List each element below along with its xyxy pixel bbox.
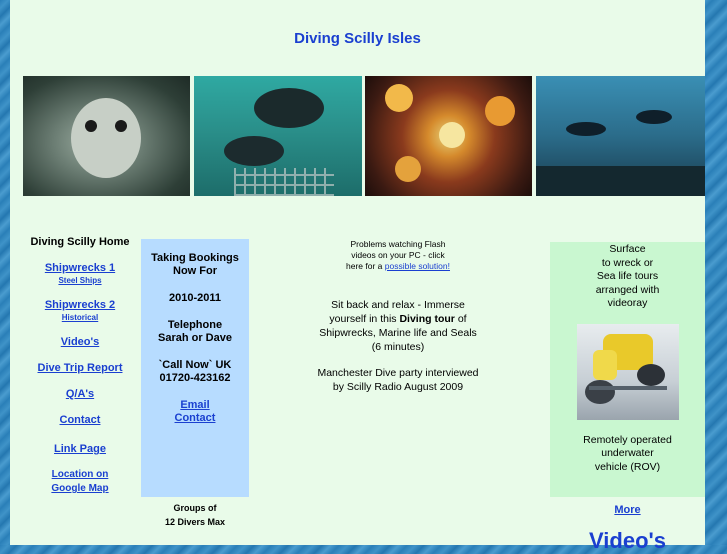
flash-line-1: Problems watching Flash bbox=[350, 239, 446, 249]
wreck-divers-photo bbox=[536, 76, 705, 196]
rov-line-1: Surface bbox=[609, 243, 646, 255]
nav-steel-ships-link[interactable]: Steel Ships bbox=[58, 276, 102, 285]
booking-email-line-2: Contact bbox=[174, 412, 216, 424]
nav-location-line-2: Google Map bbox=[51, 483, 109, 494]
booking-email-contact-link[interactable] bbox=[141, 399, 249, 425]
nav-location-line-1: Location on bbox=[51, 469, 109, 480]
rov-line-4: arranged with bbox=[595, 283, 660, 296]
groups-line-1: Groups of bbox=[173, 503, 217, 513]
flash-line-2: videos on your PC - click bbox=[351, 250, 445, 260]
booking-phone-number: 01720-423162 bbox=[159, 372, 231, 384]
groups-line-2: 12 Divers Max bbox=[164, 517, 226, 527]
rov-caption-3: vehicle (ROV) bbox=[594, 460, 661, 473]
rov-line-2: to wreck or bbox=[601, 256, 654, 269]
possible-solution-link[interactable]: possible solution! bbox=[384, 261, 450, 271]
seal-photo bbox=[23, 76, 190, 196]
rov-photo bbox=[577, 324, 679, 420]
booking-call-now: `Call Now` UK bbox=[158, 359, 232, 371]
booking-line-1: Taking Bookings bbox=[151, 252, 239, 264]
booking-telephone-label: Telephone bbox=[167, 319, 223, 331]
center-content bbox=[258, 239, 538, 394]
nav-link-page-link[interactable]: Link Page bbox=[54, 443, 106, 455]
rov-caption-2: underwater bbox=[601, 447, 654, 459]
nav-shipwrecks-1-link[interactable]: Shipwrecks 1 bbox=[44, 262, 116, 274]
manchester-line-1: Manchester Dive party interviewed bbox=[317, 367, 479, 379]
divers-photo bbox=[194, 76, 362, 196]
flash-line-3: here for a bbox=[346, 261, 383, 271]
relax-line-1: Sit back and relax - Immerse bbox=[331, 299, 465, 311]
booking-panel bbox=[141, 239, 249, 497]
rov-tours-panel bbox=[550, 242, 705, 497]
page-container bbox=[10, 0, 705, 553]
relax-line-2a: yourself in this bbox=[329, 313, 397, 325]
flash-help-note bbox=[258, 239, 538, 272]
left-navigation bbox=[20, 236, 140, 496]
nav-qa-link[interactable]: Q/A's bbox=[65, 388, 95, 400]
diving-tour-intro bbox=[258, 298, 538, 354]
manchester-line-2: by Scilly Radio August 2009 bbox=[332, 381, 464, 393]
radio-interview-note bbox=[258, 366, 538, 394]
nav-historical-link[interactable]: Historical bbox=[61, 313, 99, 322]
diving-tour-emphasis: Diving tour bbox=[399, 313, 455, 325]
booking-years: 2010-2011 bbox=[169, 292, 221, 304]
nav-contact-link[interactable]: Contact bbox=[59, 414, 101, 426]
more-link[interactable]: More bbox=[614, 504, 641, 516]
rov-line-5: videoray bbox=[607, 297, 648, 309]
booking-email-line-1: Email bbox=[180, 399, 210, 411]
relax-line-2c: of bbox=[457, 313, 467, 325]
rov-line-3: Sea life tours bbox=[596, 270, 659, 282]
nav-dive-trip-report-link[interactable]: Dive Trip Report bbox=[37, 362, 123, 374]
anemone-photo bbox=[365, 76, 532, 196]
videos-heading: Video's bbox=[589, 528, 666, 553]
nav-home-label: Diving Scilly Home bbox=[30, 236, 130, 248]
rov-caption-1: Remotely operated bbox=[583, 433, 672, 446]
booking-names: Sarah or Dave bbox=[158, 332, 232, 344]
relax-line-3: Shipwrecks, Marine life and Seals bbox=[319, 327, 477, 339]
more-link-wrap bbox=[550, 500, 705, 518]
nav-shipwrecks-2-link[interactable]: Shipwrecks 2 bbox=[44, 299, 116, 311]
nav-videos-link[interactable]: Video's bbox=[60, 336, 100, 348]
site-title: Diving Scilly Isles bbox=[294, 30, 421, 47]
relax-line-4: (6 minutes) bbox=[371, 341, 425, 353]
nav-location-link[interactable] bbox=[20, 468, 140, 496]
group-size-note bbox=[141, 501, 249, 529]
booking-line-2: Now For bbox=[173, 265, 217, 277]
